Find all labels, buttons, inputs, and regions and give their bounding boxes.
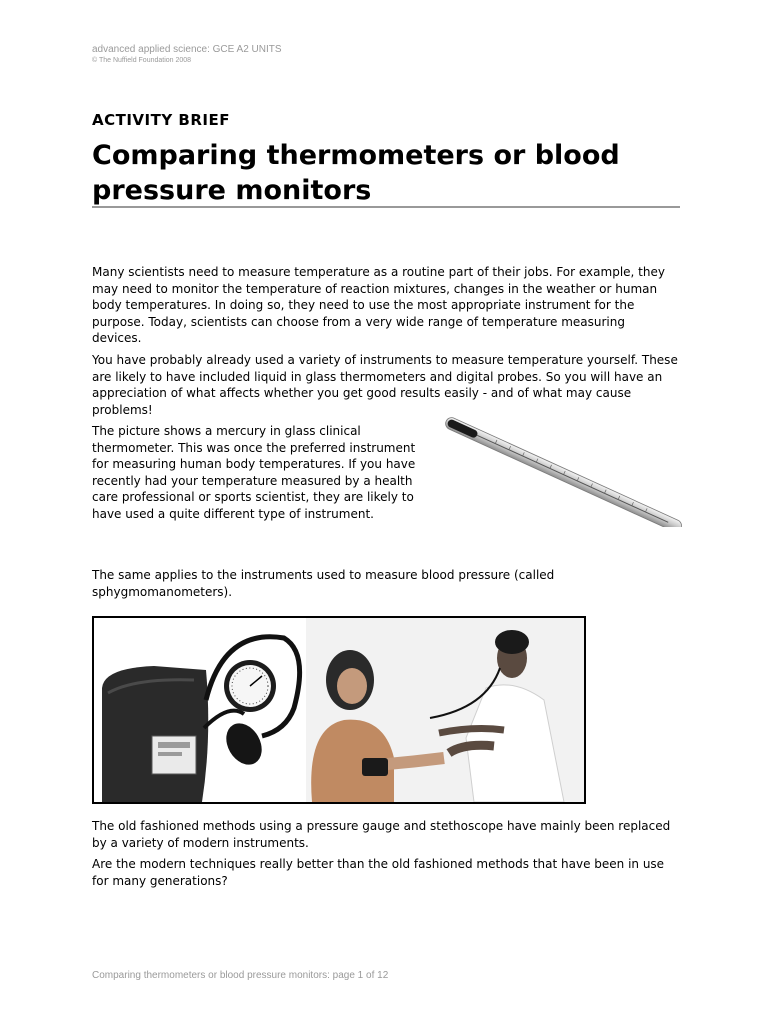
page-title: Comparing thermometers or blood pressure monitors <box>92 140 620 206</box>
question-paragraph: Are the modern techniques really better than the old fashioned methods that have been in use for many generations? <box>92 857 665 888</box>
title-divider <box>92 206 680 208</box>
intro-paragraph: Many scientists need to measure temperature as a routine part of their jobs. For example, they may need to monitor the temperature of reaction mixtures, changes in the weather or human body temperatures. In doing so, they need to use the most appropriate instrument for the purpose. Today, scientists can choose from a very wide range of temperature measuring devices. <box>92 265 665 346</box>
blood-pressure-photo <box>92 616 586 804</box>
sphygmomanometer-paragraph: The same applies to the instruments used to measure blood pressure (called sphygmomanometers). <box>92 568 555 599</box>
course-header: advanced applied science: GCE A2 UNITS <box>92 44 282 55</box>
activity-label: ACTIVITY BRIEF <box>92 111 230 129</box>
copyright-notice: © The Nuffield Foundation 2008 <box>92 57 192 64</box>
blood-pressure-illustration <box>94 618 584 802</box>
clinical-thermometer-image <box>440 412 690 527</box>
experience-paragraph: You have probably already used a variety of instruments to measure temperature yourself. These are likely to have included liquid in glass thermometers and digital probes. So you will have an appreciation of what affects whether you get good results easily - and of what may cause problems! <box>92 353 678 417</box>
old-methods-paragraph: The old fashioned methods using a pressure gauge and stethoscope have mainly been replaced by a variety of modern instruments. <box>92 819 671 850</box>
page-footer: Comparing thermometers or blood pressure monitors: page 1 of 12 <box>92 970 389 981</box>
thermometer-paragraph: The picture shows a mercury in glass clinical thermometer. This was once the preferred instrument for measuring human body temperatures. If you have recently had your temperature measured by a health care professional or sports scientist, they are likely to have used a quite different type of instrument. <box>92 424 416 521</box>
